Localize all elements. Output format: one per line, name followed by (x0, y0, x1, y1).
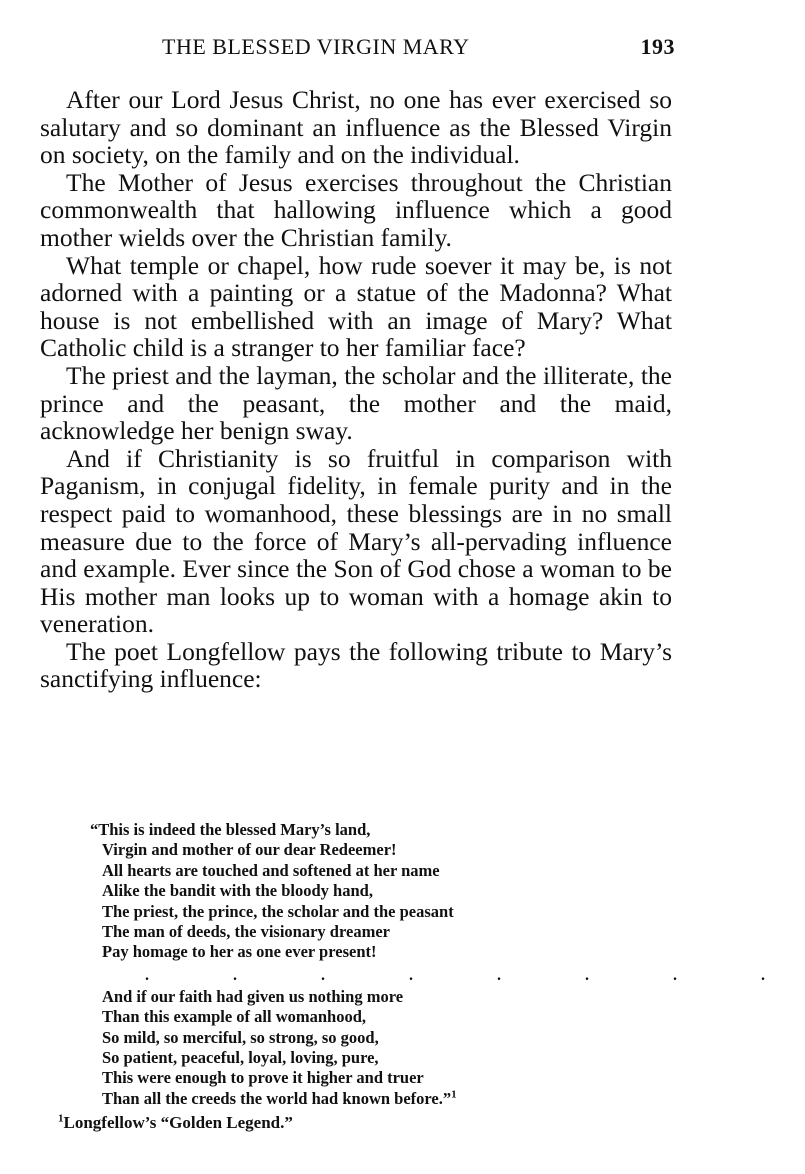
poem-last-line-text: Than all the creeds the world had known before.” (102, 1088, 452, 1108)
poem-line: The priest, the prince, the scholar and the peasant (102, 901, 454, 921)
running-title: THE BLESSED VIRGIN MARY (162, 34, 470, 59)
poem-line: Than this example of all womanhood, (102, 1007, 367, 1027)
paragraph: And if Christianity is so fruitful in comparison with Paganism, in conjugal fidelity, in female purity and in the respect paid to womanhood, these blessings are in no small measure due to the force of Mary’s all-pervading influence and example. Ever since the Son of God chose a woman to be His mother man looks up to woman with a homage akin to veneration. (40, 443, 672, 639)
paragraph: After our Lord Jesus Christ, no one has ever exercised so salutary and so dominant an influence as the Blessed Virgin on society, on the family and on the individual. (40, 85, 672, 170)
paragraph: The poet Longfellow pays the following tribute to Mary’s sanctifying influence: (40, 636, 672, 694)
page-header (150, 34, 675, 62)
paragraph: What temple or chapel, how rude soever it may be, is not adorned with a painting or a statue of the Madonna? What house is not embellished with an image of Mary? What Catholic child is a stranger to her familiar face? (40, 250, 672, 363)
poem-line: So mild, so merciful, so strong, so good, (102, 1027, 379, 1047)
poem-line: Pay homage to her as one ever present! (102, 942, 377, 962)
poem-line: And if our faith had given us nothing more (102, 986, 404, 1006)
poem-line: So patient, peaceful, loyal, loving, pure, (102, 1048, 379, 1068)
body-text (40, 86, 672, 693)
footnote-text: Longfellow’s “Golden Legend.” (63, 1113, 293, 1132)
paragraph: The Mother of Jesus exercises throughout the Christian commonwealth that hallowing influence which a good mother wields over the Christian family. (40, 167, 672, 252)
poem-line (90, 1089, 650, 1109)
poem-line: The man of deeds, the visionary dreamer (102, 922, 390, 942)
poem-quotation (90, 820, 805, 1109)
poem-line: “This is indeed the blessed Mary’s land, (90, 820, 371, 839)
footnote-reference: 1 (451, 1088, 457, 1101)
poem-line: Alike the bandit with the bloody hand, (102, 881, 373, 901)
poem-stanza-1 (90, 820, 650, 963)
poem-line: Virgin and mother of our dear Redeemer! (102, 840, 397, 860)
stanza-break-ellipsis: . . . . . . . . (145, 966, 805, 984)
page-number: 193 (640, 34, 675, 59)
paragraph: The priest and the layman, the scholar and the illiterate, the prince and the peasant, the mother and the maid, acknowledge her benign sway. (40, 360, 672, 446)
poem-line: This were enough to prove it higher and truer (102, 1068, 424, 1088)
poem-line: All hearts are touched and softened at her name (102, 860, 440, 880)
poem-stanza-2 (90, 987, 650, 1109)
footnote (58, 1113, 293, 1133)
footnote-marker: 1 (58, 1112, 64, 1125)
